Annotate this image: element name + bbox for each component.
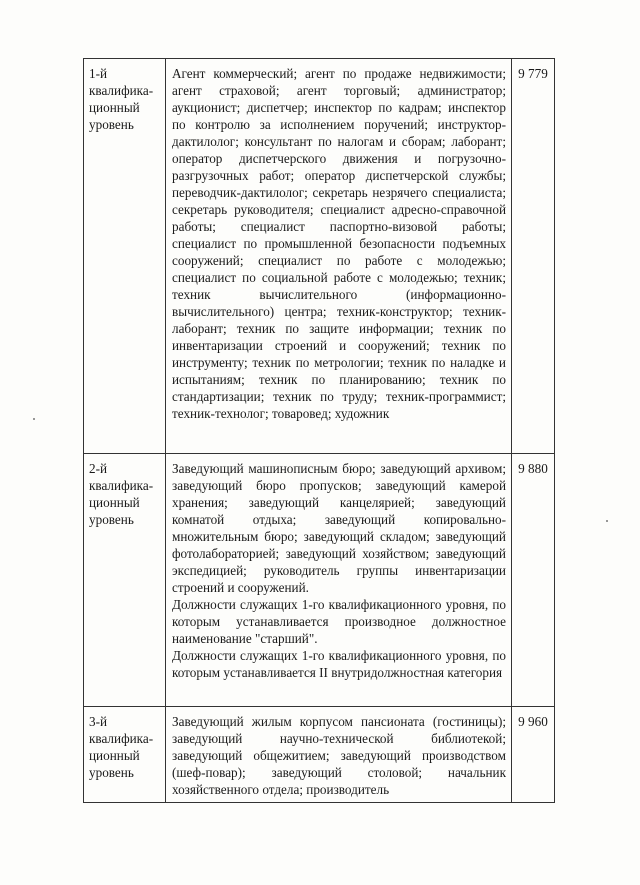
positions-paragraph: Должности служащих 1-го квалификационного уровня, по которым устанавливается II внутридолжностная категория	[172, 648, 506, 680]
qualification-level: 2-й квалифика-ционный уровень	[84, 454, 166, 707]
positions-paragraph: Должности служащих 1-го квалификационного уровня, по которым устанавливается производное должностное наименование "старший".	[172, 597, 506, 646]
table-row	[84, 454, 555, 707]
salary-value: 9 880	[512, 454, 555, 707]
qualification-level: 1-й квалифика-ционный уровень	[84, 59, 166, 454]
salary-value: 9 960	[512, 707, 555, 803]
table-row	[84, 707, 555, 803]
positions-list	[166, 59, 512, 454]
qualification-table	[83, 58, 555, 803]
positions-paragraph: Заведующий жилым корпусом пансионата (гостиницы); заведующий научно-технической библиотекой; заведующий общежитием; заведующий производством (шеф-повар); заведующий столовой; начальник хозяйственного отдела; производитель	[172, 714, 506, 797]
scan-speck	[606, 520, 608, 522]
scan-speck	[33, 418, 35, 420]
positions-list	[166, 454, 512, 707]
positions-paragraph: Агент коммерческий; агент по продаже недвижимости; агент страховой; агент торговый; администратор; аукционист; диспетчер; инспектор по кадрам; инспектор по контролю за исполнением поручений; инструктор-дактилолог; консультант по налогам и сборам; лаборант; оператор диспетчерского движения и погрузочно-разгрузочных работ; оператор диспетчерской службы; переводчик-дактилолог; секретарь незрячего специалиста; секретарь руководителя; специалист адресно-справочной работы; специалист паспортно-визовой работы; специалист по промышленной безопасности подъемных сооружений; специалист по работе с молодежью; специалист по социальной работе с молодежью; техник; техник вычислительного (информационно-вычислительного) центра; техник-конструктор; техник-лаборант; техник по защите информации; техник по инвентаризации строений и сооружений; техник по инструменту; техник по метрологии; техник по наладке и испытаниям; техник по планированию; техник по стандартизации; техник по труду; техник-программист; техник-технолог; товаровед; художник	[172, 66, 506, 421]
qualification-level: 3-й квалифика-ционный уровень	[84, 707, 166, 803]
table-row	[84, 59, 555, 454]
positions-paragraph: Заведующий машинописным бюро; заведующий архивом; заведующий бюро пропусков; заведующий камерой хранения; заведующий канцелярией; заведующий комнатой отдыха; заведующий копировально-множительным бюро; заведующий складом; заведующий фотолабораторией; заведующий хозяйством; заведующий экспедицией; руководитель группы инвентаризации строений и сооружений.	[172, 461, 506, 595]
salary-value: 9 779	[512, 59, 555, 454]
positions-list	[166, 707, 512, 803]
